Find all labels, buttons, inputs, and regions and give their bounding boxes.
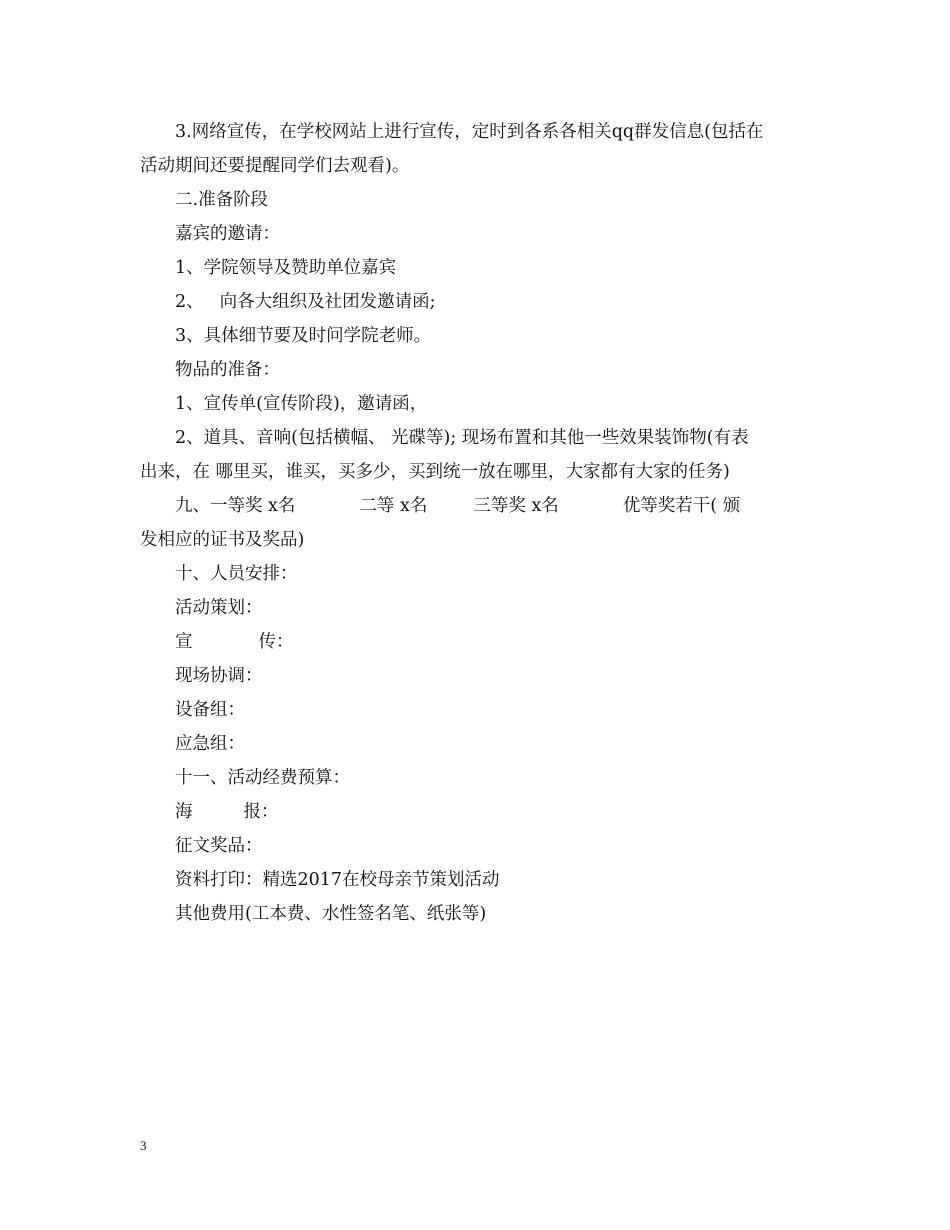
subheading: 嘉宾的邀请：: [175, 224, 280, 244]
list-item-number: 2、: [175, 292, 204, 312]
budget-item: 资料打印：精选2017在校母亲节策划活动: [175, 870, 500, 890]
paragraph-line: 出来，在 哪里买，谁买，买多少，买到统一放在哪里，大家都有大家的任务): [140, 462, 730, 482]
section-heading: 十一、活动经费预算：: [175, 768, 350, 788]
staff-item: 应急组：: [175, 734, 245, 754]
budget-label-part: 海: [175, 802, 193, 822]
second-prize: 二等 x名: [359, 496, 428, 516]
budget-item: [175, 801, 279, 823]
section-heading: 二.准备阶段: [175, 190, 269, 210]
subheading: 物品的准备：: [175, 360, 280, 380]
budget-item: 其他费用(工本费、水性签名笔、纸张等): [175, 904, 487, 924]
staff-label-part: 宣: [175, 632, 193, 652]
honorable-prize: 优等奖若干( 颁: [622, 496, 741, 516]
section-heading: 十、人员安排：: [175, 564, 298, 584]
paragraph-line: 活动期间还要提醒同学们去观看)。: [140, 156, 410, 176]
budget-label-part: 报：: [243, 802, 279, 822]
list-item: 3、具体细节要及时问学院老师。: [175, 326, 432, 346]
list-item-text: 向各大组织及社团发邀请函;: [219, 292, 436, 312]
staff-item: 现场协调：: [175, 666, 263, 686]
budget-item: 征文奖品：: [175, 836, 263, 856]
list-item: 1、宣传单(宣传阶段)，邀请函，: [175, 394, 428, 414]
staff-item: [175, 631, 294, 653]
list-item: [175, 291, 436, 313]
staff-label-part: 传：: [258, 632, 294, 652]
list-item: 2、道具、音响(包括横幅、 光碟等); 现场布置和其他一些效果装饰物(有表: [175, 428, 749, 448]
paragraph-line: 发相应的证书及奖品): [140, 530, 305, 550]
staff-item: 活动策划：: [175, 598, 263, 618]
list-item: 1、学院领导及赞助单位嘉宾: [175, 258, 397, 278]
awards-line: [175, 495, 740, 517]
first-prize: 九、一等奖 x名: [175, 496, 296, 516]
paragraph-line: 3.网络宣传，在学校网站上进行宣传，定时到各系各相关qq群发信息(包括在: [175, 122, 764, 142]
page-number: 3: [140, 1138, 147, 1153]
third-prize: 三等奖 x名: [473, 496, 559, 516]
staff-item: 设备组：: [175, 700, 245, 720]
